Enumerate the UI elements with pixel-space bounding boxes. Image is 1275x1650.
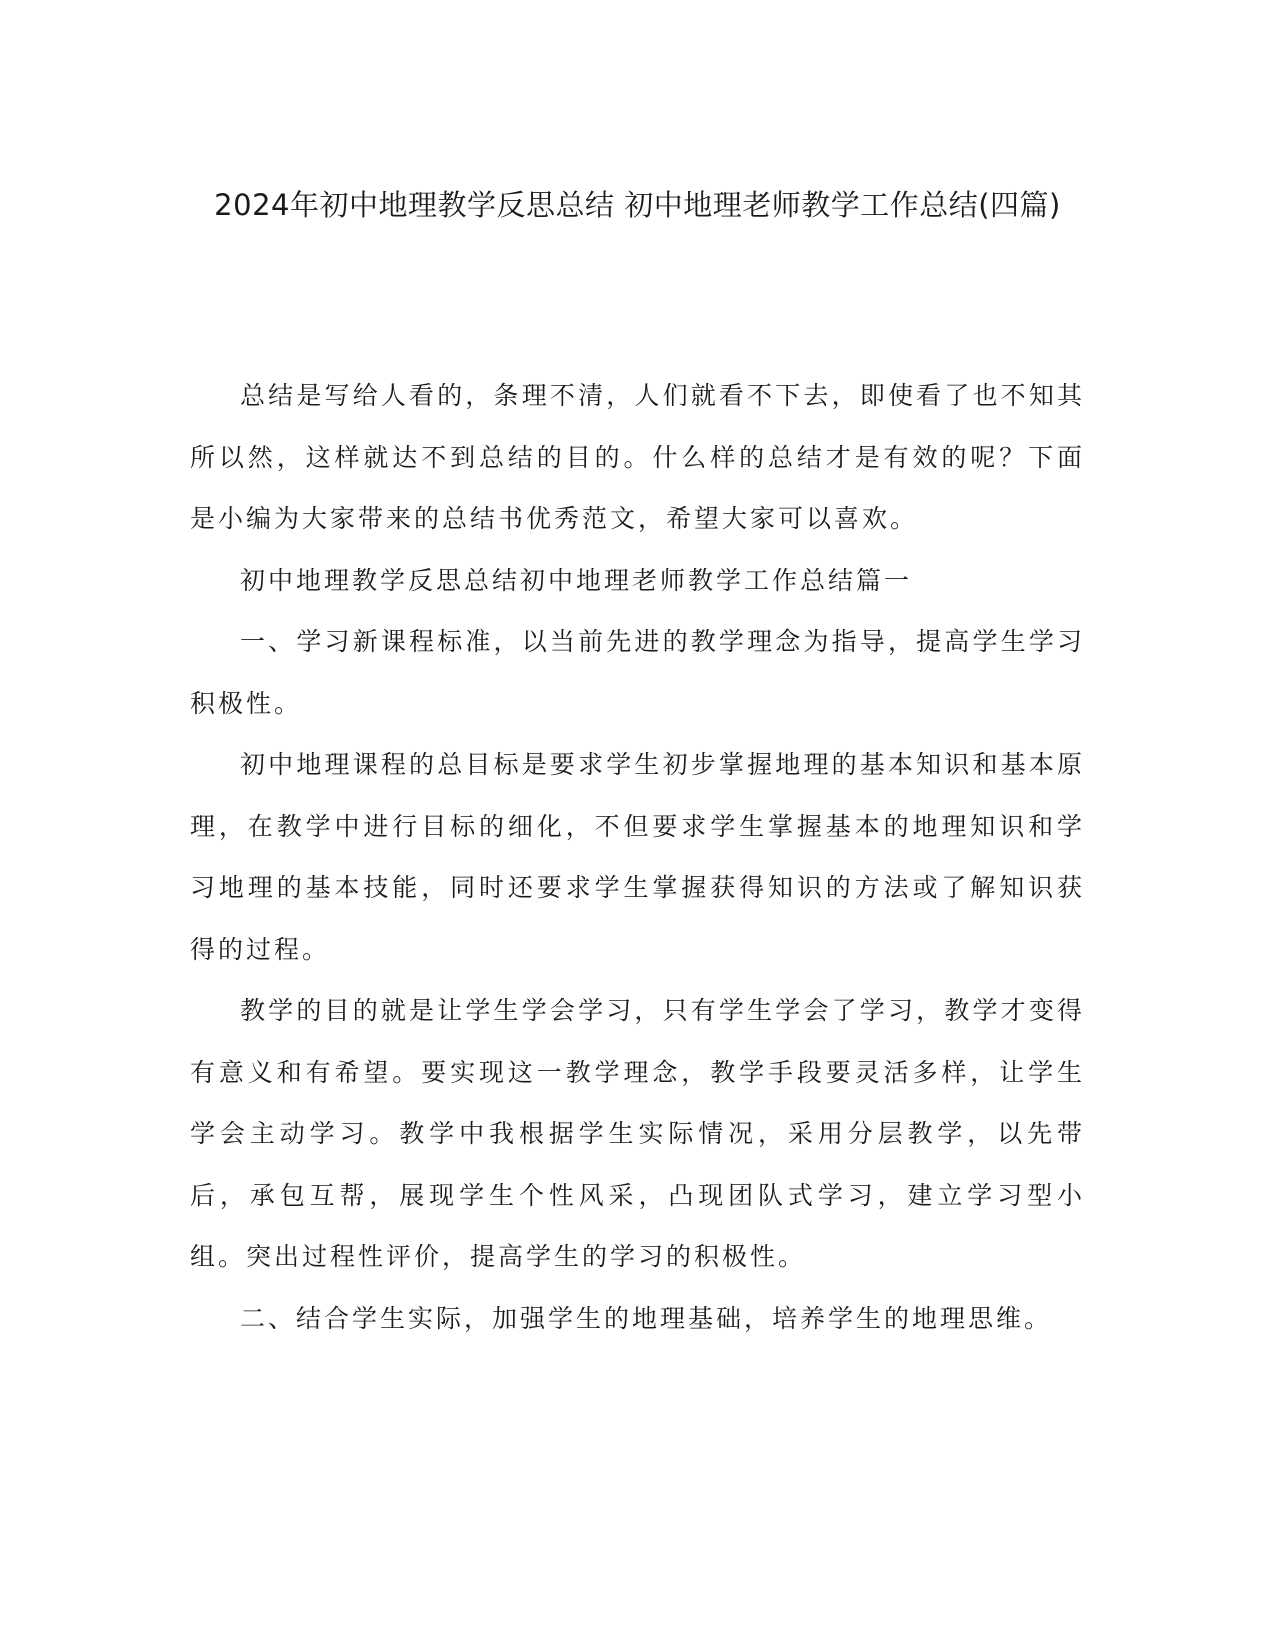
intro-paragraph: 总结是写给人看的，条理不清，人们就看不下去，即使看了也不知其所以然，这样就达不到总结的目的。什么样的总结才是有效的呢？下面是小编为大家带来的总结书优秀范文，希望大家可以喜欢。 [190, 381, 1085, 533]
document-body [190, 365, 1085, 1349]
point-two-heading: 二、结合学生实际，加强学生的地理基础，培养学生的地理思维。 [240, 1303, 1053, 1333]
point-one-heading: 一、学习新课程标准，以当前先进的教学理念为指导，提高学生学习积极性。 [190, 627, 1085, 718]
section-heading: 初中地理教学反思总结初中地理老师教学工作总结篇一 [240, 565, 913, 595]
body-paragraph: 初中地理课程的总目标是要求学生初步掌握地理的基本知识和基本原理，在教学中进行目标的细化，不但要求学生掌握基本的地理知识和学习地理的基本技能，同时还要求学生掌握获得知识的方法或了解知识获得的过程。 [190, 750, 1085, 964]
document-title: 2024年初中地理教学反思总结 初中地理老师教学工作总结(四篇) [214, 188, 1061, 222]
body-paragraph: 教学的目的就是让学生学会学习，只有学生学会了学习，教学才变得有意义和有希望。要实现这一教学理念，教学手段要灵活多样，让学生学会主动学习。教学中我根据学生实际情况，采用分层教学，以先带后，承包互帮，展现学生个性风采，凸现团队式学习，建立学习型小组。突出过程性评价，提高学生的学习的积极性。 [190, 996, 1085, 1271]
